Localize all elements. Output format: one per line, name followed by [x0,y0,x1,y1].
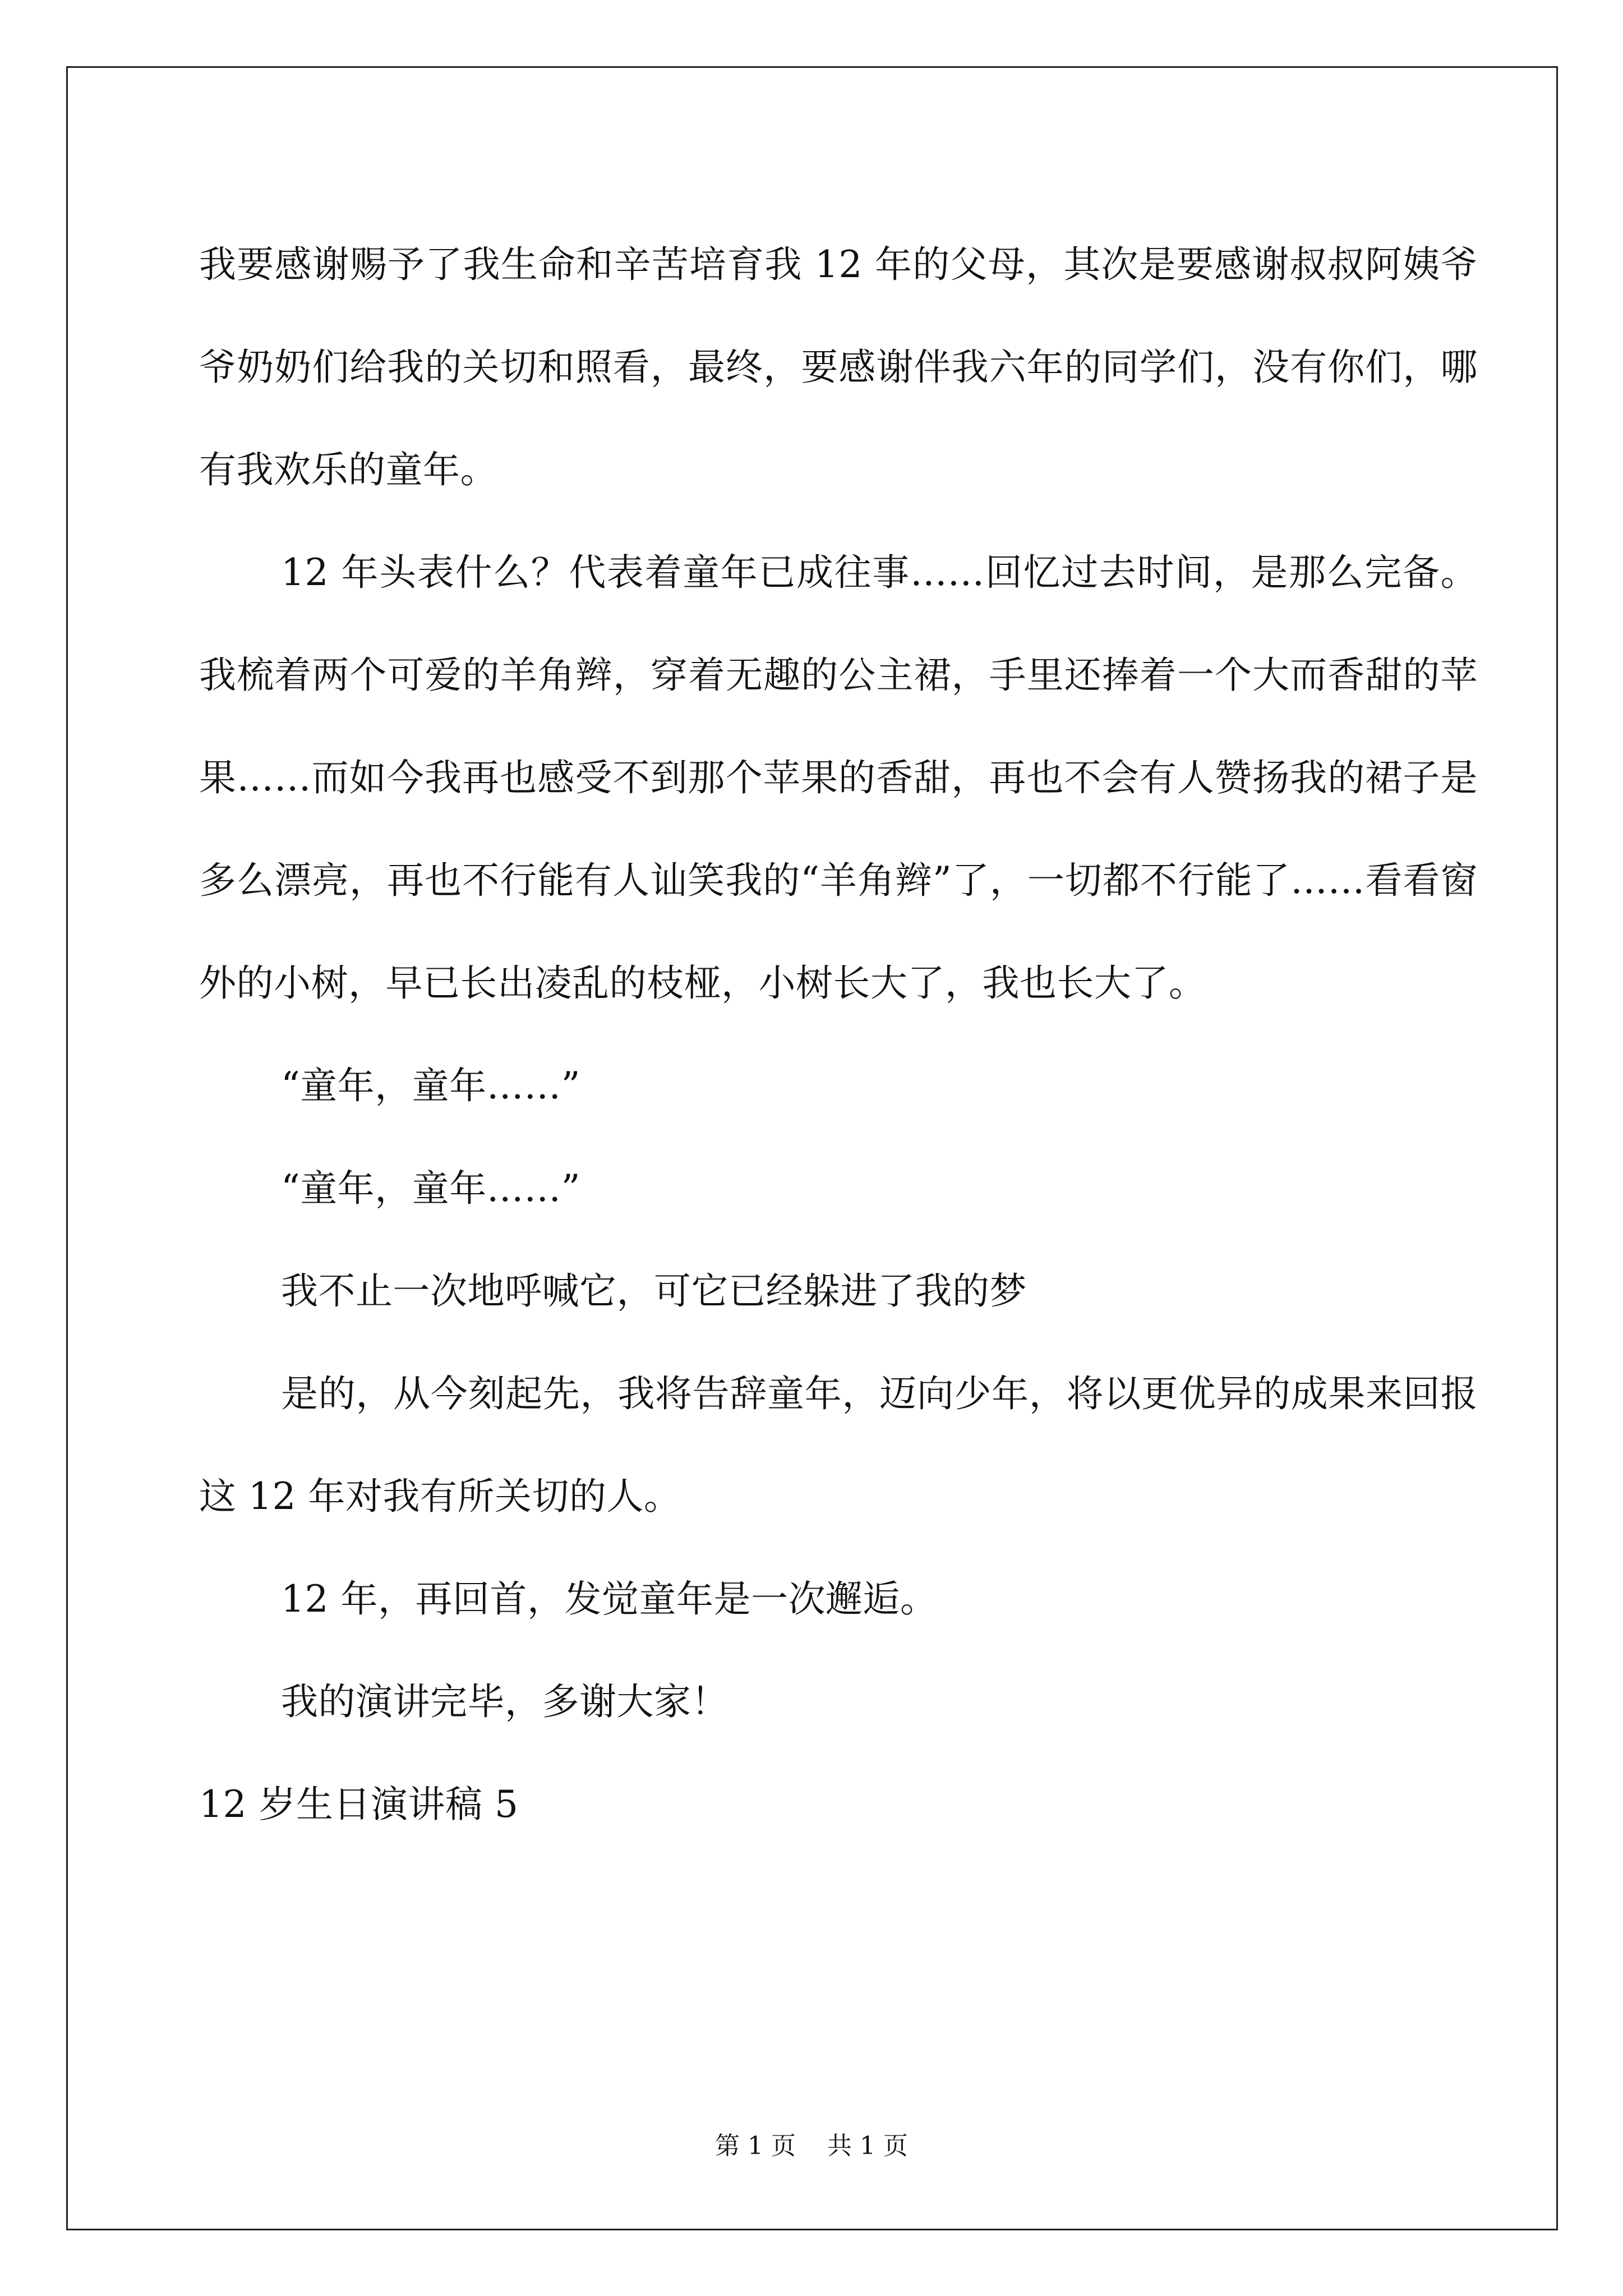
paragraph-5: 我不止一次地呼喊它，可它已经躲进了我的梦 [281,1269,1027,1313]
paragraph-3: “童年，童年……” [281,1064,580,1107]
page-total: 共 1 页 [827,2132,908,2160]
paragraph-4: “童年，童年……” [281,1167,580,1210]
paragraph-8: 我的演讲完毕，多谢大家！ [281,1680,728,1723]
page-footer [0,2129,1623,2163]
paragraph-1: 我要感谢赐予了我生命和辛苦培育我 12 年的父母，其次是要感谢叔叔阿姨爷爷奶奶们给我的关切和照看，最终，要感谢伴我六年的同学们，没有你们，哪有我欢乐的童年。 [199,243,1478,491]
paragraph-2: 12 年头表什么？代表着童年已成往事……回忆过去时间，是那么完备。我梳着两个可爱的羊角辫，穿着无趣的公主裙，手里还捧着一个大而香甜的苹果……而如今我再也感受不到那个苹果的香甜，再也不会有人赞扬我的裙子是多么漂亮，再也不行能有人讪笑我的“羊角辫”了，一切都不行能了……看看窗外的小树，早已长出凌乱的枝桠，小树长大了，我也长大了。 [199,551,1478,1005]
section-heading: 12 岁生日演讲稿 5 [199,1783,519,1826]
document-body [199,213,1478,1856]
page-number: 第 1 页 [715,2132,796,2160]
paragraph-6: 是的，从今刻起先，我将告辞童年，迈向少年，将以更优异的成果来回报这 12 年对我有所关切的人。 [199,1372,1478,1518]
paragraph-7: 12 年，再回首，发觉童年是一次邂逅。 [281,1577,938,1621]
